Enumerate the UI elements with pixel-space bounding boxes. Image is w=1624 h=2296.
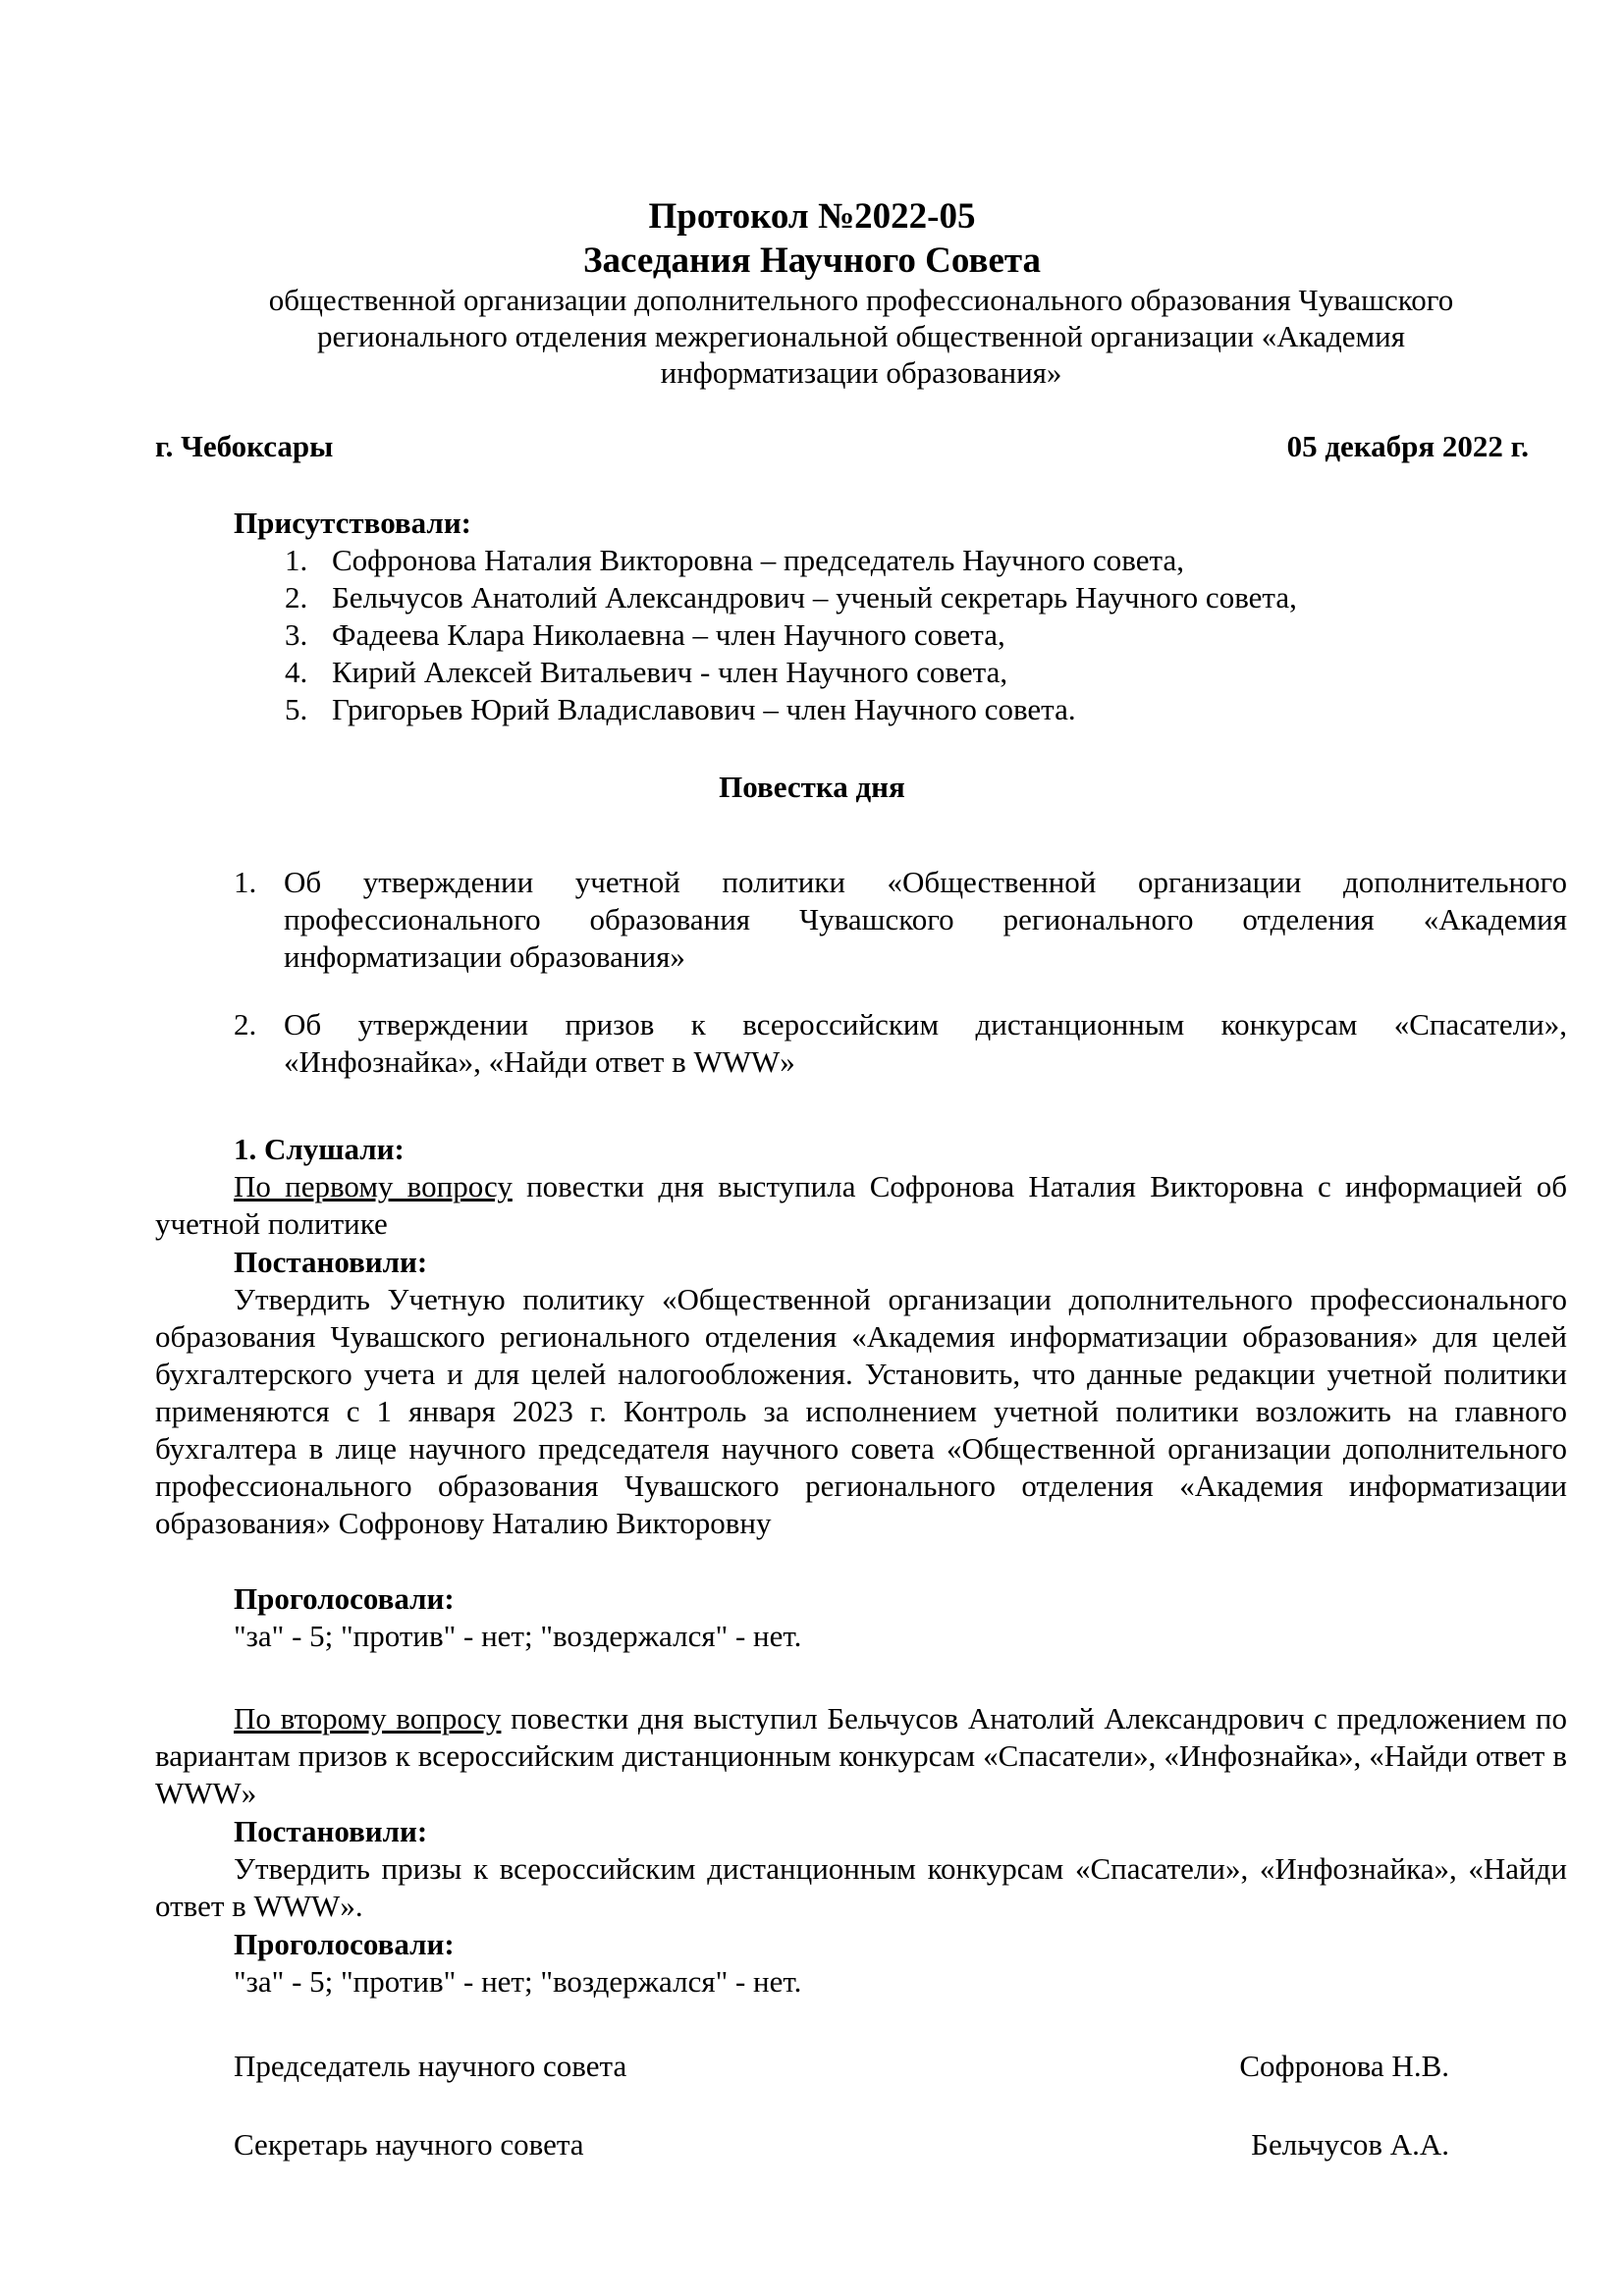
decision-2: Утвердить призы к всероссийским дистанционным конкурсам «Спасатели», «Инфознайка», «Найди ответ в WWW». [155,1851,1567,1923]
attendee-item: 4. Кирий Алексей Витальевич - член Научного совета, [285,655,1008,689]
agenda-item-2: 2. Об утверждении призов к всероссийским дистанционным конкурсам «Спасатели», «Инфознайка», «Найди ответ в WWW» [234,1007,1567,1079]
attendees-heading: Присутствовали: [234,506,472,540]
decision-1: Утвердить Учетную политику «Общественной организации дополнительного профессионального образования Чувашского регионального отделения «Академия информатизации образования» для целей бухгалтерского учета и для целей налогообложения. Установить, что данные редакции учетной политики применяются с 1 января 2023 г. Контроль за исполнением учетной политики возложить на главного бухгалтера в лице научного председателя научного совета «Общественной организации дополнительного профессионального образования Чувашского регионального отделения «Академия информатизации образования» Софронову Наталию Викторовну [155,1282,1567,1540]
secretary-role: Секретарь научного совета [234,2127,584,2162]
question2-speech: По второму вопросу повестки дня выступил Бельчусов Анатолий Александрович с предложением по вариантам призов к всероссийским дистанционным конкурсам «Спасатели», «Инфознайка», «Найди ответ в WWW» [155,1701,1567,1810]
voted-heading-1: Проголосовали: [234,1581,455,1616]
agenda-heading: Повестка дня [719,770,905,804]
decided-heading-2: Постановили: [234,1814,428,1848]
second-question-label: По второму вопросу [234,1701,502,1735]
vote-result-1: "за" - 5; "против" - нет; "воздержался" - нет. [234,1619,802,1653]
question1-speech: По первому вопросу повестки дня выступила Софронова Наталия Викторовна с информацией об учетной политике [155,1169,1567,1241]
voted-heading-2: Проголосовали: [234,1927,455,1961]
heard-heading: 1. Слушали: [234,1132,405,1166]
secretary-name: Бельчусов А.А. [1251,2127,1449,2162]
first-question-label: По первому вопросу [234,1169,513,1203]
meeting-date: 05 декабря 2022 г. [1286,429,1529,463]
attendee-item: 1. Софронова Наталия Викторовна – председатель Научного совета, [285,543,1184,577]
attendee-item: 3. Фадеева Клара Николаевна – член Научного совета, [285,617,1005,652]
org-line-1: общественной организации дополнительного профессионального образования Чувашского [268,283,1454,317]
attendee-item: 2. Бельчусов Анатолий Александрович – ученый секретарь Научного совета, [285,580,1297,614]
protocol-subtitle: Заседания Научного Совета [582,240,1041,281]
attendees-list [285,542,1561,728]
decided-heading-1: Постановили: [234,1245,428,1279]
org-line-2: регионального отделения межрегиональной общественной организации «Академия [317,319,1405,353]
chair-role: Председатель научного совета [234,2049,627,2083]
agenda-item-1: 1. Об утверждении учетной политики «Общественной организации дополнительного профессионального образования Чувашского регионального отделения «Академия информатизации образования» [234,865,1567,974]
meeting-city: г. Чебоксары [155,429,334,463]
protocol-title: Протокол №2022-05 [648,196,976,237]
attendee-item: 5. Григорьев Юрий Владиславович – член Научного совета. [285,692,1076,726]
org-line-3: информатизации образования» [660,355,1062,390]
vote-result-2: "за" - 5; "против" - нет; "воздержался" - нет. [234,1964,802,1999]
chair-name: Софронова Н.В. [1239,2049,1449,2083]
